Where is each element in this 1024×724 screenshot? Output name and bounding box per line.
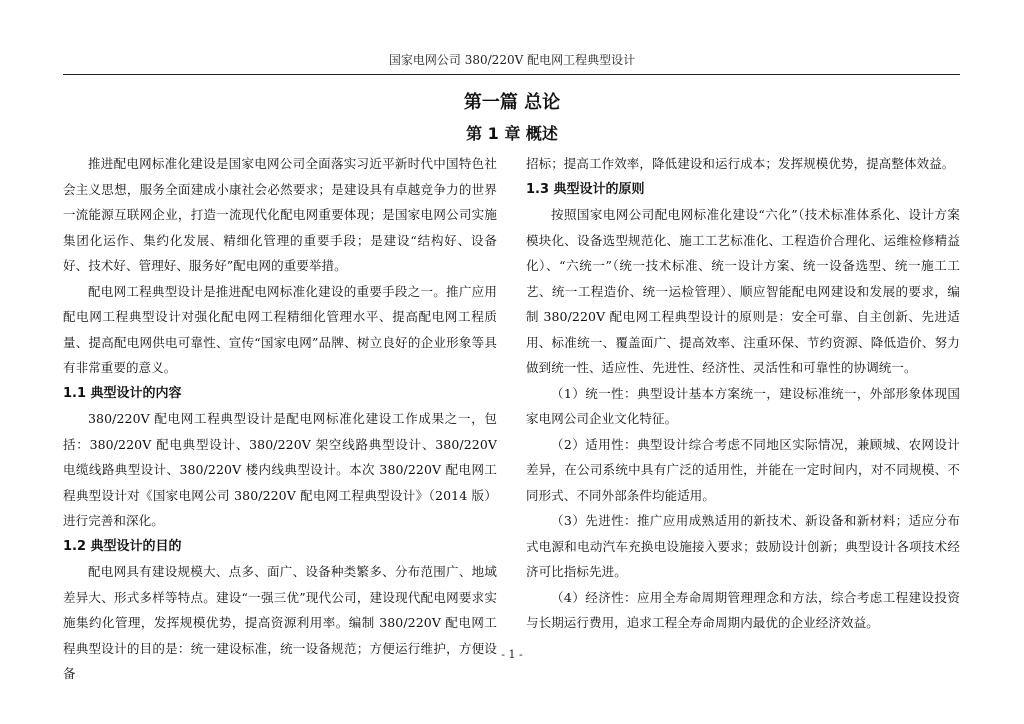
header-rule bbox=[63, 74, 960, 75]
chapter-title: 第 1 章 概述 bbox=[466, 124, 558, 143]
section-heading-1-1: 1.1 典型设计的内容 bbox=[63, 385, 182, 401]
right-column bbox=[526, 151, 960, 636]
principle-advancement: （3）先进性：推广应用成熟适用的新技术、新设备和新材料；适应分布式电源和电动汽车充换电设施接入要求；鼓励设计创新；典型设计各项技术经济可比指标先进。 bbox=[526, 513, 960, 579]
section-1-2-paragraph-continued: 招标；提高工作效率，降低建设和运行成本；发挥规模优势，提高整体效益。 bbox=[526, 156, 955, 171]
principle-economy: （4）经济性：应用全寿命周期管理理念和方法，综合考虑工程建设投资与长期运行费用，追求工程全寿命周期内最优的企业经济效益。 bbox=[526, 589, 960, 630]
page-header bbox=[0, 0, 1024, 74]
part-title: 第一篇 总论 bbox=[463, 92, 561, 113]
section-1-3-paragraph: 按照国家电网公司配电网标准化建设“六化”（技术标准体系化、设计方案模块化、设备选型规范化、施工工艺标准化、工程造价合理化、运维检修精益化）、“六统一”（统一技术标准、统一设计方案、统一设备选型、统一施工工艺、统一工程造价、统一运检管理）、顺应智能配电网建设和发展的要求，编制 380/220V 配电网工程典型设计的原则是：安全可靠、自主创新、先进适用、标准统一、覆盖面广、提高效率、注重环保、节约资源、降低造价、努力做到统一性、适应性、先进性、经济性、灵活性和可靠性的协调统一。 bbox=[526, 207, 960, 375]
principle-unity: （1）统一性：典型设计基本方案统一，建设标准统一，外部形象体现国家电网公司企业文化特征。 bbox=[526, 385, 960, 426]
left-column bbox=[63, 151, 497, 687]
intro-paragraph-2: 配电网工程典型设计是推进配电网标准化建设的重要手段之一。推广应用配电网工程典型设计对强化配电网工程精细化管理水平、提高配电网工程质量、提高配电网供电可靠性、宣传“国家电网”品牌、树立良好的企业形象等具有非常重要的意义。 bbox=[63, 283, 497, 375]
running-header-title: 国家电网公司 380/220V 配电网工程典型设计 bbox=[388, 53, 636, 67]
principle-applicability: （2）适用性：典型设计综合考虑不同地区实际情况，兼顾城、农网设计差异，在公司系统中具有广泛的适用性，并能在一定时间内，对不同规模、不同形式、不同外部条件均能适用。 bbox=[526, 436, 960, 503]
section-1-1-paragraph: 380/220V 配电网工程典型设计是配电网标准化建设工作成果之一，包括：380/220V 配电典型设计、380/220V 架空线路典型设计、380/220V 电缆线路典型设计、380/220V 楼内线典型设计。本次 380/220V 配电网工程典型设计对《国家电网公司 380/220V 配电网工程典型设计》（2014 版）进行完善和深化。 bbox=[63, 411, 497, 528]
page-number: - 1 - bbox=[501, 648, 523, 661]
intro-paragraph-1: 推进配电网标准化建设是国家电网公司全面落实习近平新时代中国特色社会主义思想，服务全面建成小康社会必然要求；是建设具有卓越竞争力的世界一流能源互联网企业，打造一流现代化配电网重要体现；是国家电网公司实施集团化运作、集约化发展、精细化管理的重要手段；是建设“结构好、设备好、技术好、管理好、服务好”配电网的重要举措。 bbox=[63, 156, 497, 273]
section-heading-1-2: 1.2 典型设计的目的 bbox=[63, 538, 182, 554]
section-1-2-paragraph: 配电网具有建设规模大、点多、面广、设备种类繁多、分布范围广、地域差异大、形式多样等特点。建设“一强三优”现代公司，建设现代配电网要求实施集约化管理，发挥规模优势，提高资源利用率。编制 380/220V 配电网工程典型设计的目的是：统一建设标准，统一设备规范；方便运行维护，方便设备 bbox=[63, 564, 497, 681]
section-heading-1-3: 1.3 典型设计的原则 bbox=[526, 181, 645, 197]
